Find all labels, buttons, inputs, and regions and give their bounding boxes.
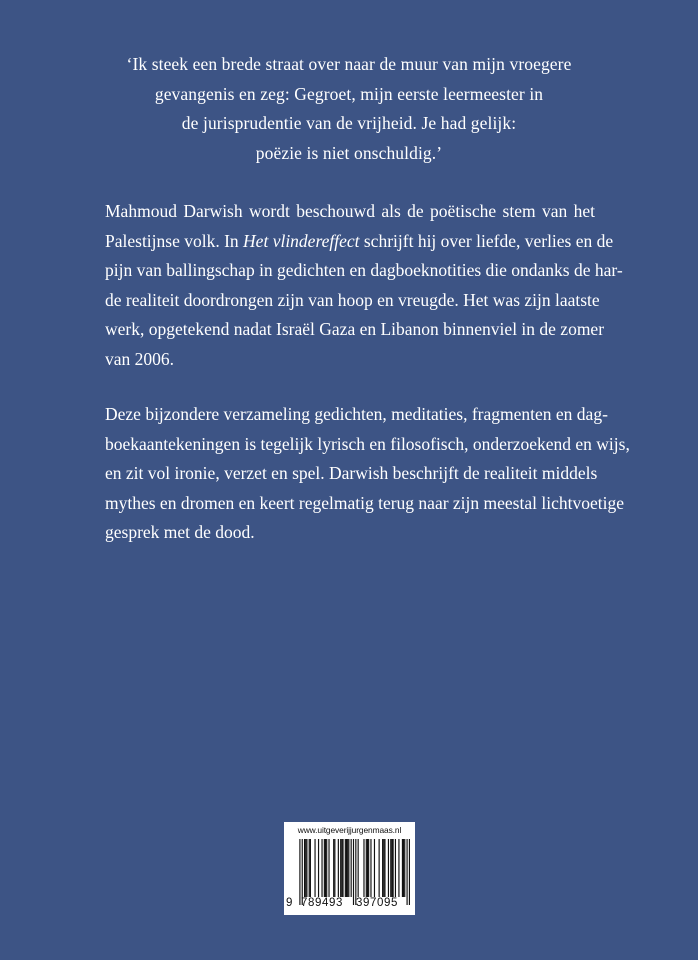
- isbn-left-group: 789493: [301, 897, 343, 909]
- barcode-bar: [383, 839, 384, 897]
- barcode-bar: [367, 839, 368, 897]
- paragraph-line: pijn van ballingschap in gedichten en dagboeknotities die ondanks de har-: [105, 260, 623, 281]
- barcode-bar: [355, 839, 356, 905]
- paragraph-line: [105, 227, 614, 257]
- quote-line: de jurisprudentie van de vrijheid. Je had gelijk:: [181, 113, 517, 133]
- barcode-bar: [324, 839, 325, 897]
- barcode-bar: [305, 839, 306, 897]
- barcode-bar: [299, 839, 300, 905]
- barcode-bar: [390, 839, 391, 897]
- barcode-bar: [403, 839, 404, 897]
- barcode-bar: [338, 839, 339, 897]
- paragraph-line: en zit vol ironie, verzet en spel. Darwish beschrijft de realiteit middels: [105, 463, 598, 484]
- description-paragraph-1: [105, 197, 623, 375]
- barcode-bars: [290, 839, 410, 905]
- barcode-bar: [310, 839, 311, 897]
- barcode-bar: [342, 839, 343, 897]
- barcode-bar: [366, 839, 367, 897]
- barcode-bar: [393, 839, 394, 897]
- paragraph-line: Deze bijzondere verzameling gedichten, meditaties, fragmenten en dag-: [105, 404, 608, 424]
- barcode-bar: [398, 839, 399, 897]
- barcode-bar: [318, 839, 319, 897]
- barcode-bar: [328, 839, 329, 897]
- quote-line: gevangenis en zeg: Gegroet, mijn eerste leermeester in: [154, 83, 544, 104]
- opening-quote: [100, 50, 598, 168]
- barcode-bar: [334, 839, 335, 897]
- barcode-bar: [395, 839, 396, 897]
- barcode-bar: [368, 839, 369, 897]
- paragraph-line: boekaantekeningen is tegelijk lyrisch en filosofisch, onderzoekend en wijs,: [105, 433, 630, 454]
- isbn-first-digit: 9: [286, 897, 293, 909]
- paragraph-line: mythes en dromen en keert regelmatig terug naar zijn meestal lichtvoetige: [105, 492, 624, 513]
- barcode-bar: [325, 839, 326, 897]
- barcode-bar: [388, 839, 389, 897]
- barcode-bar: [407, 839, 408, 905]
- barcode-bar: [404, 839, 405, 897]
- publisher-url: www.uitgeverijjurgenmaas.nl: [297, 825, 402, 835]
- quote-line: ‘Ik steek een brede straat over naar de muur van mijn vroegere: [126, 54, 572, 74]
- barcode-bar: [353, 839, 354, 905]
- barcode-bar: [370, 839, 371, 897]
- description-paragraph-2: [105, 400, 630, 548]
- barcode-bar: [341, 839, 342, 897]
- paragraph-line: de realiteit doordrongen zijn van hoop en vreugde. Het was zijn laatste: [105, 289, 600, 310]
- isbn-barcode: [284, 822, 415, 915]
- barcode-bar: [409, 839, 410, 905]
- barcode-bar: [345, 839, 346, 897]
- barcode-bar: [384, 839, 385, 897]
- barcode-bar: [379, 839, 380, 897]
- paragraph-line: van 2006.: [105, 348, 175, 369]
- paragraph-line: werk, opgetekend nadat Israël Gaza en Libanon binnenviel in de zomer: [105, 319, 605, 340]
- barcode-bar: [306, 839, 307, 897]
- barcode-bar: [346, 839, 347, 897]
- barcode-bar: [333, 839, 334, 897]
- barcode-bar: [314, 839, 315, 897]
- barcode-bar: [382, 839, 383, 897]
- barcode-bar: [391, 839, 392, 897]
- isbn-right-group: 397095: [356, 897, 398, 909]
- barcode-bar: [326, 839, 327, 897]
- quote-line: poëzie is niet onschuldig.’: [255, 142, 443, 163]
- paragraph-text: schrijft hij over liefde, verlies en de: [363, 230, 614, 251]
- barcode-bar: [351, 839, 352, 897]
- paragraph-line: gesprek met de dood.: [105, 522, 255, 543]
- barcode-bar: [374, 839, 375, 897]
- paragraph-text: Palestijnse volk. In: [105, 230, 239, 251]
- barcode-bar: [309, 839, 310, 897]
- barcode-bar: [348, 839, 349, 897]
- barcode-bar: [347, 839, 348, 897]
- barcode-bar: [321, 839, 322, 897]
- paragraph-line: Mahmoud Darwish wordt beschouwd als de poëtische stem van het: [105, 201, 595, 221]
- barcode-bar: [402, 839, 403, 897]
- book-title: Het vlindereffect: [243, 230, 360, 251]
- barcode-bar: [363, 839, 364, 897]
- barcode-bar: [304, 839, 305, 897]
- barcode-bar: [302, 839, 303, 905]
- barcode-bar: [358, 839, 359, 897]
- barcode-bar: [340, 839, 341, 897]
